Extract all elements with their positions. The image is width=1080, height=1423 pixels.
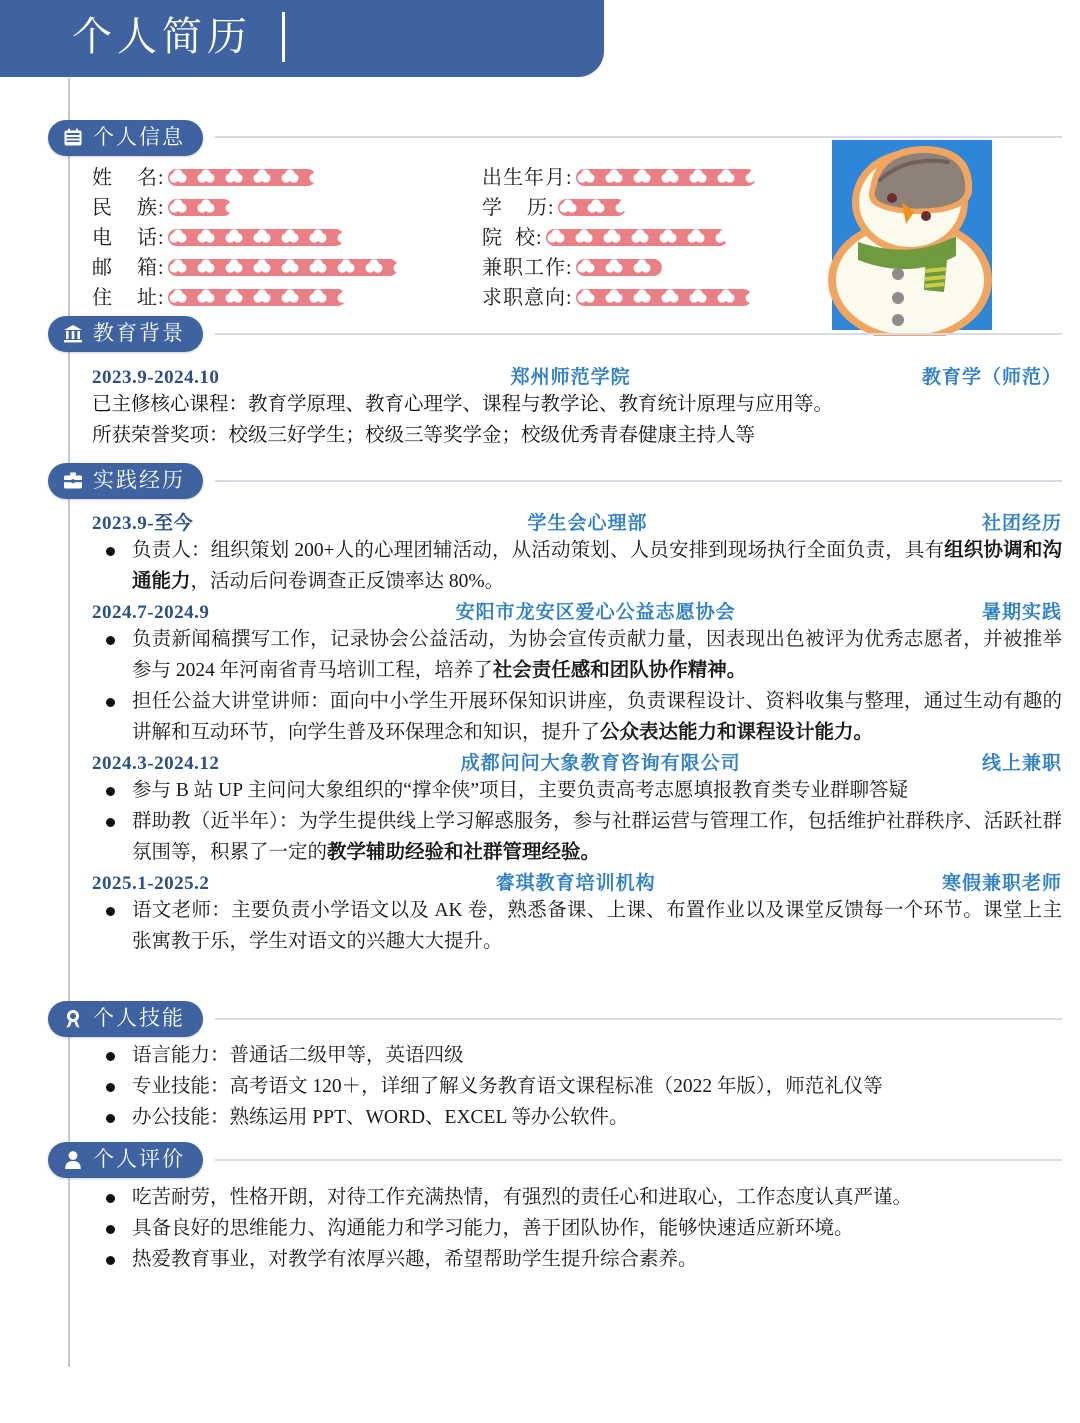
entry-organization: 睿琪教育培训机构 — [495, 873, 656, 894]
info-label: 兼职工作: — [482, 256, 573, 279]
bullet-text: 参与 B 站 UP 主问问大象组织的“撑伞侠”项目，主要负责高考志愿填报教育类专业群聊答疑 — [132, 780, 909, 801]
bullet-text: 负责人：组织策划 200+人的心理团辅活动，从活动策划、人员安排到现场执行全面负责，具有 — [132, 540, 945, 561]
info-label: 电 话: — [92, 226, 165, 249]
evaluation-body — [92, 1182, 1062, 1275]
info-row — [482, 220, 756, 250]
entry-organization: 郑州师范学院 — [510, 367, 631, 388]
redacted-value — [168, 199, 232, 216]
entry-date: 2024.7-2024.9 — [92, 602, 210, 623]
snowman-illustration — [822, 140, 998, 336]
entry-role: 寒假兼职老师 — [941, 873, 1062, 894]
section-header-evaluation — [48, 1142, 203, 1178]
bullet-text: 群助教（近半年）：为学生提供线上学习解惑服务，参与社群运营与管理工作，包括维护社群秩序、活跃社群氛围等，积累了一定的 — [132, 811, 1062, 863]
info-label: 邮 箱: — [92, 256, 165, 279]
skills-body — [92, 1040, 1062, 1133]
bullet-emphasis: 公众表达能力和课程设计能力。 — [600, 722, 874, 743]
institution-icon — [62, 323, 84, 345]
info-label: 住 址: — [92, 286, 165, 309]
redacted-value — [168, 289, 346, 306]
personal-info-left-column — [92, 160, 398, 310]
info-label: 求职意向: — [482, 286, 573, 309]
id-card-icon — [62, 127, 84, 149]
info-row — [482, 190, 756, 220]
redacted-value — [168, 259, 398, 276]
bullet-list — [92, 895, 1062, 957]
bullet-text: 语文老师：主要负责小学语文以及 AK 卷，熟悉备课、上课、布置作业以及课堂反馈每一个环节。课堂上主张寓教于乐，学生对语文的兴趣大大提升。 — [132, 900, 1062, 952]
entry-role: 暑期实践 — [981, 602, 1062, 623]
entry-role: 社团经历 — [981, 513, 1062, 534]
bullet-emphasis: 社会责任感和团队协作精神。 — [492, 660, 747, 681]
bullet-item — [92, 895, 1062, 957]
redacted-value — [168, 229, 344, 246]
bullet-item: 具备良好的思维能力、沟通能力和学习能力，善于团队协作，能够快速适应新环境。 — [92, 1213, 1062, 1244]
award-ribbon-icon — [62, 1008, 84, 1030]
bullet-item: 语言能力：普通话二级甲等，英语四级 — [92, 1040, 1062, 1071]
redacted-value — [576, 169, 756, 186]
bullet-item — [92, 775, 1062, 806]
section-header-skills — [48, 1001, 203, 1037]
section-label: 个人评价 — [93, 1148, 185, 1171]
section-label: 个人信息 — [93, 126, 185, 149]
education-line: 已主修核心课程：教育学原理、教育心理学、课程与教学论、教育统计原理与应用等。 — [92, 394, 834, 415]
section-rule — [215, 333, 1062, 335]
section-rule — [215, 1018, 1062, 1020]
education-body — [92, 362, 1062, 451]
bullet-list — [92, 775, 1062, 868]
info-row — [92, 280, 398, 310]
entry-date: 2025.1-2025.2 — [92, 873, 210, 894]
bullet-item: 热爱教育事业，对教学有浓厚兴趣，希望帮助学生提升综合素养。 — [92, 1244, 1062, 1275]
bullet-item — [92, 806, 1062, 868]
entry-date: 2023.9-2024.10 — [92, 367, 220, 388]
bullet-item: 办公技能：熟练运用 PPT、WORD、EXCEL 等办公软件。 — [92, 1102, 1062, 1133]
info-label: 学 历: — [482, 196, 555, 219]
entry-header — [92, 508, 1062, 535]
briefcase-icon — [62, 470, 84, 492]
entry-organization: 安阳市龙安区爱心公益志愿协会 — [455, 602, 736, 623]
info-label: 姓 名: — [92, 166, 165, 189]
section-header-experience — [48, 463, 203, 499]
section-label: 个人技能 — [93, 1007, 185, 1030]
bullet-list — [92, 1182, 1062, 1275]
section-rule — [215, 1159, 1062, 1161]
entry-header — [92, 748, 1062, 775]
entry-date: 2024.3-2024.12 — [92, 753, 220, 774]
info-label: 民 族: — [92, 196, 165, 219]
section-label: 实践经历 — [93, 469, 185, 492]
info-row — [92, 250, 398, 280]
section-label: 教育背景 — [93, 322, 185, 345]
bullet-text: 负责新闻稿撰写工作，记录协会公益活动，为协会宣传贡献力量，因表现出色被评为优秀志愿者，并被推举参与 2024 年河南省青马培训工程，培养了 — [132, 629, 1062, 681]
bullet-list — [92, 535, 1062, 597]
bullet-item: 吃苦耐劳，性格开朗，对待工作充满热情，有强烈的责任心和进取心，工作态度认真严谨。 — [92, 1182, 1062, 1213]
bullet-item: 专业技能：高考语文 120＋，详细了解义务教育语文课程标准（2022 年版），师范礼仪等 — [92, 1071, 1062, 1102]
bullet-text: ，活动后问卷调查正反馈率达 80%。 — [190, 571, 505, 592]
bullet-item — [92, 624, 1062, 686]
redacted-value — [576, 259, 662, 276]
experience-body — [92, 508, 1062, 957]
info-row — [92, 220, 398, 250]
title-divider — [282, 12, 285, 62]
bullet-list — [92, 1040, 1062, 1133]
redacted-value — [546, 229, 728, 246]
redacted-value — [558, 199, 626, 216]
redacted-value — [168, 169, 316, 186]
bullet-text: 担任公益大讲堂讲师：面向中小学生开展环保知识讲座，负责课程设计、资料收集与整理，通过生动有趣的讲解和互动环节，向学生普及环保理念和知识，提升了 — [132, 691, 1062, 743]
bullet-list — [92, 624, 1062, 748]
section-header-education — [48, 316, 203, 352]
header-banner — [0, 0, 604, 77]
section-header-personal-info — [48, 120, 203, 156]
entry-header — [92, 362, 1062, 389]
person-icon — [62, 1149, 84, 1171]
entry-header — [92, 597, 1062, 624]
bullet-item — [92, 535, 1062, 597]
entry-role: 教育学（师范） — [921, 367, 1062, 388]
bullet-emphasis: 教学辅助经验和社群管理经验。 — [327, 842, 601, 863]
entry-organization: 学生会心理部 — [527, 513, 648, 534]
education-line: 所获荣誉奖项：校级三好学生；校级三等奖学金；校级优秀青春健康主持人等 — [92, 425, 756, 446]
entry-organization: 成都问问大象教育咨询有限公司 — [460, 753, 741, 774]
info-row — [482, 280, 756, 310]
info-label: 出生年月: — [482, 166, 573, 189]
personal-info-right-column — [482, 160, 756, 310]
redacted-value — [576, 289, 752, 306]
entry-header — [92, 868, 1062, 895]
section-rule — [215, 480, 1062, 482]
entry-date: 2023.9-至今 — [92, 513, 194, 534]
bullet-emphasis: 组织协调和沟通能力 — [132, 540, 1062, 592]
info-row — [482, 250, 756, 280]
info-row — [482, 160, 756, 190]
info-label: 院 校: — [482, 226, 543, 249]
info-row — [92, 190, 398, 220]
section-rule — [215, 136, 1062, 138]
info-row — [92, 160, 398, 190]
page-title: 个人简历 — [72, 15, 252, 59]
entry-role: 线上兼职 — [981, 753, 1062, 774]
bullet-item — [92, 686, 1062, 748]
